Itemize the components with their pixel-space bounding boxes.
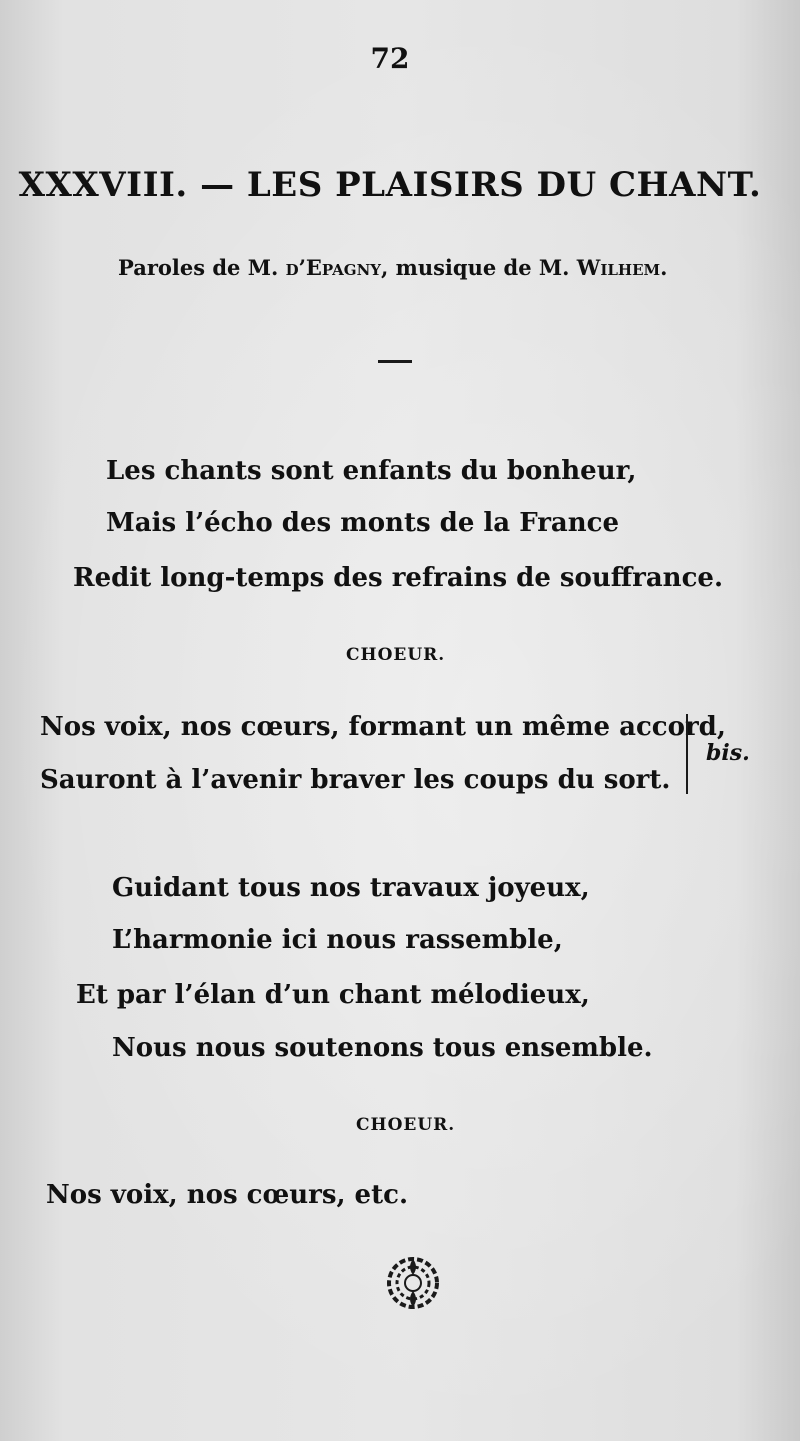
repeat-bracket (686, 714, 702, 794)
song-credit (118, 255, 667, 280)
title-divider (378, 360, 412, 363)
page-number: 72 (370, 42, 410, 75)
song-title: XXXVIII. — LES PLAISIRS DU CHANT. (18, 165, 762, 205)
stanza1-line3: Redit long-temps des refrains de souffrance. (73, 563, 724, 593)
stanza1-line1: Les chants sont enfants du bonheur, (106, 456, 637, 486)
laurel-wreath-icon (383, 1253, 443, 1313)
lyricist-name: d’Epagny (285, 255, 381, 280)
composer-name: Wilhem (576, 255, 661, 280)
credit-middle: , musique de M. (381, 255, 577, 280)
stanza2-line1: Guidant tous nos travaux joyeux, (112, 873, 590, 903)
credit-prefix: Paroles de M. (118, 255, 286, 280)
chorus-line2: Sauront à l’avenir braver les coups du sort. (40, 765, 671, 795)
credit-suffix: . (660, 255, 668, 280)
chorus-label: CHOEUR. (346, 645, 446, 665)
stanza2-line2: L’harmonie ici nous rassemble, (112, 925, 563, 955)
stanza2-line4: Nous nous soutenons tous ensemble. (112, 1033, 653, 1063)
chorus-repeat-line: Nos voix, nos cœurs, etc. (46, 1180, 408, 1210)
stanza1-line2: Mais l’écho des monts de la France (106, 508, 620, 538)
repeat-mark: bis. (706, 740, 750, 766)
stanza2-line3: Et par l’élan d’un chant mélodieux, (76, 980, 590, 1010)
chorus-label-repeat: CHOEUR. (356, 1115, 456, 1135)
chorus-line1: Nos voix, nos cœurs, formant un même accord, (40, 712, 726, 742)
